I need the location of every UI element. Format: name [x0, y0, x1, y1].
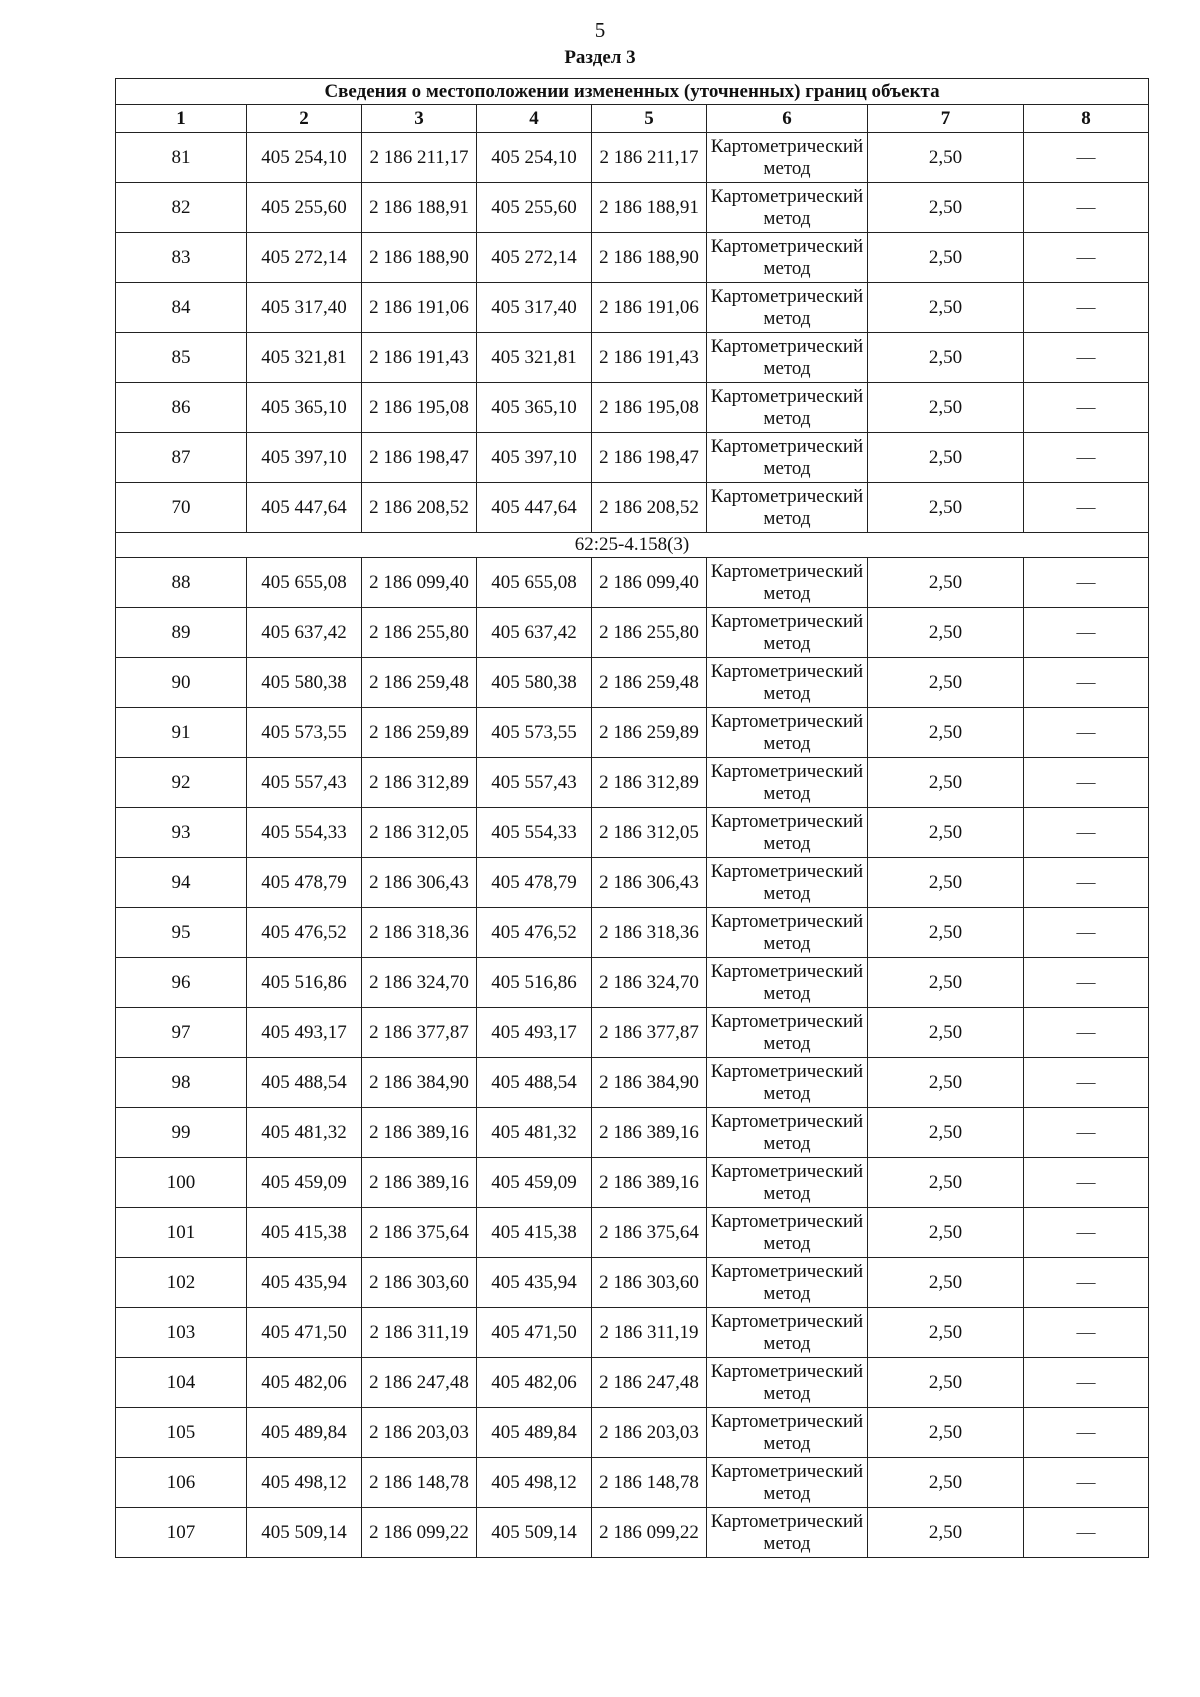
method-cell: Картометрический метод	[707, 483, 868, 533]
point-number-cell: 103	[116, 1308, 247, 1358]
point-number-cell: 86	[116, 383, 247, 433]
table-row	[116, 433, 1149, 483]
description-cell: —	[1024, 1158, 1149, 1208]
point-number-cell: 105	[116, 1408, 247, 1458]
y-new-cell: 2 186 247,48	[592, 1358, 707, 1408]
y-new-cell: 2 186 312,05	[592, 808, 707, 858]
method-cell: Картометрический метод	[707, 958, 868, 1008]
x-existing-cell: 405 498,12	[247, 1458, 362, 1508]
y-existing-cell: 2 186 195,08	[362, 383, 477, 433]
method-cell: Картометрический метод	[707, 1208, 868, 1258]
x-existing-cell: 405 272,14	[247, 233, 362, 283]
y-existing-cell: 2 186 306,43	[362, 858, 477, 908]
x-existing-cell: 405 481,32	[247, 1108, 362, 1158]
point-number-cell: 100	[116, 1158, 247, 1208]
accuracy-cell: 2,50	[868, 1308, 1024, 1358]
x-existing-cell: 405 435,94	[247, 1258, 362, 1308]
table-body	[116, 133, 1149, 1558]
y-new-cell: 2 186 255,80	[592, 608, 707, 658]
description-cell: —	[1024, 483, 1149, 533]
accuracy-cell: 2,50	[868, 183, 1024, 233]
y-new-cell: 2 186 259,48	[592, 658, 707, 708]
point-number-cell: 96	[116, 958, 247, 1008]
y-new-cell: 2 186 375,64	[592, 1208, 707, 1258]
point-number-cell: 104	[116, 1358, 247, 1408]
y-existing-cell: 2 186 311,19	[362, 1308, 477, 1358]
accuracy-cell: 2,50	[868, 483, 1024, 533]
y-existing-cell: 2 186 312,89	[362, 758, 477, 808]
table-caption-row	[116, 79, 1149, 105]
description-cell: —	[1024, 133, 1149, 183]
y-new-cell: 2 186 188,90	[592, 233, 707, 283]
column-header: 2	[247, 105, 362, 133]
accuracy-cell: 2,50	[868, 558, 1024, 608]
x-new-cell: 405 493,17	[477, 1008, 592, 1058]
accuracy-cell: 2,50	[868, 1508, 1024, 1558]
method-cell: Картометрический метод	[707, 283, 868, 333]
column-header: 4	[477, 105, 592, 133]
table-row	[116, 758, 1149, 808]
y-existing-cell: 2 186 208,52	[362, 483, 477, 533]
column-header: 7	[868, 105, 1024, 133]
description-cell: —	[1024, 658, 1149, 708]
method-cell: Картометрический метод	[707, 1458, 868, 1508]
column-header: 5	[592, 105, 707, 133]
table-row	[116, 858, 1149, 908]
description-cell: —	[1024, 1308, 1149, 1358]
point-number-cell: 102	[116, 1258, 247, 1308]
table-row	[116, 708, 1149, 758]
x-existing-cell: 405 254,10	[247, 133, 362, 183]
point-number-cell: 94	[116, 858, 247, 908]
accuracy-cell: 2,50	[868, 1208, 1024, 1258]
table-row	[116, 1308, 1149, 1358]
y-new-cell: 2 186 191,06	[592, 283, 707, 333]
y-existing-cell: 2 186 188,91	[362, 183, 477, 233]
point-number-cell: 106	[116, 1458, 247, 1508]
x-new-cell: 405 255,60	[477, 183, 592, 233]
y-existing-cell: 2 186 148,78	[362, 1458, 477, 1508]
table-row	[116, 1258, 1149, 1308]
method-cell: Картометрический метод	[707, 1058, 868, 1108]
method-cell: Картометрический метод	[707, 1408, 868, 1458]
y-existing-cell: 2 186 203,03	[362, 1408, 477, 1458]
table-row	[116, 1208, 1149, 1258]
point-number-cell: 97	[116, 1008, 247, 1058]
x-new-cell: 405 459,09	[477, 1158, 592, 1208]
y-existing-cell: 2 186 303,60	[362, 1258, 477, 1308]
y-existing-cell: 2 186 247,48	[362, 1358, 477, 1408]
point-number-cell: 92	[116, 758, 247, 808]
description-cell: —	[1024, 958, 1149, 1008]
y-existing-cell: 2 186 191,06	[362, 283, 477, 333]
description-cell: —	[1024, 1458, 1149, 1508]
y-existing-cell: 2 186 375,64	[362, 1208, 477, 1258]
column-header: 6	[707, 105, 868, 133]
point-number-cell: 87	[116, 433, 247, 483]
description-cell: —	[1024, 1508, 1149, 1558]
method-cell: Картометрический метод	[707, 908, 868, 958]
method-cell: Картометрический метод	[707, 1008, 868, 1058]
x-existing-cell: 405 397,10	[247, 433, 362, 483]
x-new-cell: 405 580,38	[477, 658, 592, 708]
x-existing-cell: 405 509,14	[247, 1508, 362, 1558]
x-existing-cell: 405 580,38	[247, 658, 362, 708]
x-existing-cell: 405 478,79	[247, 858, 362, 908]
method-cell: Картометрический метод	[707, 1308, 868, 1358]
group-label: 62:25-4.158(3)	[116, 533, 1149, 558]
x-new-cell: 405 554,33	[477, 808, 592, 858]
x-new-cell: 405 655,08	[477, 558, 592, 608]
y-existing-cell: 2 186 377,87	[362, 1008, 477, 1058]
table-row	[116, 183, 1149, 233]
table-row	[116, 283, 1149, 333]
table-row	[116, 908, 1149, 958]
accuracy-cell: 2,50	[868, 383, 1024, 433]
table-row	[116, 808, 1149, 858]
x-new-cell: 405 482,06	[477, 1358, 592, 1408]
description-cell: —	[1024, 1408, 1149, 1458]
y-existing-cell: 2 186 211,17	[362, 133, 477, 183]
y-existing-cell: 2 186 191,43	[362, 333, 477, 383]
table-row	[116, 1008, 1149, 1058]
table-row	[116, 383, 1149, 433]
accuracy-cell: 2,50	[868, 858, 1024, 908]
point-number-cell: 98	[116, 1058, 247, 1108]
y-new-cell: 2 186 188,91	[592, 183, 707, 233]
y-existing-cell: 2 186 099,40	[362, 558, 477, 608]
boundary-coordinates-table	[115, 78, 1149, 1558]
method-cell: Картометрический метод	[707, 658, 868, 708]
y-new-cell: 2 186 211,17	[592, 133, 707, 183]
method-cell: Картометрический метод	[707, 1108, 868, 1158]
x-new-cell: 405 254,10	[477, 133, 592, 183]
description-cell: —	[1024, 183, 1149, 233]
table-row	[116, 1508, 1149, 1558]
accuracy-cell: 2,50	[868, 1008, 1024, 1058]
description-cell: —	[1024, 708, 1149, 758]
accuracy-cell: 2,50	[868, 333, 1024, 383]
x-new-cell: 405 397,10	[477, 433, 592, 483]
y-new-cell: 2 186 384,90	[592, 1058, 707, 1108]
point-number-cell: 84	[116, 283, 247, 333]
x-existing-cell: 405 488,54	[247, 1058, 362, 1108]
point-number-cell: 83	[116, 233, 247, 283]
x-new-cell: 405 435,94	[477, 1258, 592, 1308]
method-cell: Картометрический метод	[707, 1258, 868, 1308]
y-new-cell: 2 186 377,87	[592, 1008, 707, 1058]
x-existing-cell: 405 321,81	[247, 333, 362, 383]
x-existing-cell: 405 415,38	[247, 1208, 362, 1258]
x-existing-cell: 405 476,52	[247, 908, 362, 958]
description-cell: —	[1024, 283, 1149, 333]
y-new-cell: 2 186 324,70	[592, 958, 707, 1008]
y-existing-cell: 2 186 384,90	[362, 1058, 477, 1108]
method-cell: Картометрический метод	[707, 133, 868, 183]
x-new-cell: 405 317,40	[477, 283, 592, 333]
x-new-cell: 405 471,50	[477, 1308, 592, 1358]
y-existing-cell: 2 186 188,90	[362, 233, 477, 283]
x-new-cell: 405 516,86	[477, 958, 592, 1008]
table-row	[116, 1358, 1149, 1408]
description-cell: —	[1024, 233, 1149, 283]
method-cell: Картометрический метод	[707, 383, 868, 433]
description-cell: —	[1024, 758, 1149, 808]
x-existing-cell: 405 573,55	[247, 708, 362, 758]
x-existing-cell: 405 557,43	[247, 758, 362, 808]
x-existing-cell: 405 516,86	[247, 958, 362, 1008]
table-row	[116, 1058, 1149, 1108]
accuracy-cell: 2,50	[868, 708, 1024, 758]
page-number: 5	[594, 18, 606, 42]
x-new-cell: 405 498,12	[477, 1458, 592, 1508]
accuracy-cell: 2,50	[868, 1358, 1024, 1408]
table-row	[116, 1458, 1149, 1508]
description-cell: —	[1024, 1208, 1149, 1258]
x-existing-cell: 405 482,06	[247, 1358, 362, 1408]
x-new-cell: 405 557,43	[477, 758, 592, 808]
y-new-cell: 2 186 389,16	[592, 1108, 707, 1158]
y-new-cell: 2 186 303,60	[592, 1258, 707, 1308]
table-row	[116, 233, 1149, 283]
method-cell: Картометрический метод	[707, 1158, 868, 1208]
accuracy-cell: 2,50	[868, 283, 1024, 333]
y-new-cell: 2 186 191,43	[592, 333, 707, 383]
point-number-cell: 70	[116, 483, 247, 533]
point-number-cell: 82	[116, 183, 247, 233]
accuracy-cell: 2,50	[868, 608, 1024, 658]
table-row	[116, 133, 1149, 183]
x-existing-cell: 405 447,64	[247, 483, 362, 533]
x-existing-cell: 405 637,42	[247, 608, 362, 658]
description-cell: —	[1024, 1058, 1149, 1108]
method-cell: Картометрический метод	[707, 708, 868, 758]
y-new-cell: 2 186 318,36	[592, 908, 707, 958]
table-row	[116, 658, 1149, 708]
y-existing-cell: 2 186 312,05	[362, 808, 477, 858]
description-cell: —	[1024, 858, 1149, 908]
section-title: Раздел 3	[564, 47, 636, 68]
description-cell: —	[1024, 333, 1149, 383]
accuracy-cell: 2,50	[868, 1108, 1024, 1158]
method-cell: Картометрический метод	[707, 858, 868, 908]
description-cell: —	[1024, 1358, 1149, 1408]
x-new-cell: 405 447,64	[477, 483, 592, 533]
accuracy-cell: 2,50	[868, 908, 1024, 958]
point-number-cell: 89	[116, 608, 247, 658]
table-row	[116, 1108, 1149, 1158]
description-cell: —	[1024, 808, 1149, 858]
accuracy-cell: 2,50	[868, 1058, 1024, 1108]
column-header-row	[116, 105, 1149, 133]
x-new-cell: 405 481,32	[477, 1108, 592, 1158]
accuracy-cell: 2,50	[868, 1258, 1024, 1308]
description-cell: —	[1024, 433, 1149, 483]
method-cell: Картометрический метод	[707, 558, 868, 608]
x-new-cell: 405 272,14	[477, 233, 592, 283]
x-existing-cell: 405 655,08	[247, 558, 362, 608]
method-cell: Картометрический метод	[707, 1508, 868, 1558]
accuracy-cell: 2,50	[868, 808, 1024, 858]
y-existing-cell: 2 186 255,80	[362, 608, 477, 658]
point-number-cell: 90	[116, 658, 247, 708]
y-new-cell: 2 186 195,08	[592, 383, 707, 433]
x-new-cell: 405 509,14	[477, 1508, 592, 1558]
y-existing-cell: 2 186 259,89	[362, 708, 477, 758]
x-existing-cell: 405 317,40	[247, 283, 362, 333]
method-cell: Картометрический метод	[707, 808, 868, 858]
y-new-cell: 2 186 389,16	[592, 1158, 707, 1208]
y-existing-cell: 2 186 389,16	[362, 1108, 477, 1158]
column-header: 3	[362, 105, 477, 133]
table-row	[116, 1408, 1149, 1458]
x-new-cell: 405 573,55	[477, 708, 592, 758]
x-new-cell: 405 637,42	[477, 608, 592, 658]
method-cell: Картометрический метод	[707, 433, 868, 483]
table-row	[116, 483, 1149, 533]
y-new-cell: 2 186 311,19	[592, 1308, 707, 1358]
y-new-cell: 2 186 148,78	[592, 1458, 707, 1508]
y-existing-cell: 2 186 324,70	[362, 958, 477, 1008]
method-cell: Картометрический метод	[707, 608, 868, 658]
description-cell: —	[1024, 1108, 1149, 1158]
x-new-cell: 405 488,54	[477, 1058, 592, 1108]
x-existing-cell: 405 471,50	[247, 1308, 362, 1358]
y-new-cell: 2 186 099,22	[592, 1508, 707, 1558]
method-cell: Картометрический метод	[707, 183, 868, 233]
description-cell: —	[1024, 383, 1149, 433]
method-cell: Картометрический метод	[707, 1358, 868, 1408]
description-cell: —	[1024, 1008, 1149, 1058]
column-header: 1	[116, 105, 247, 133]
accuracy-cell: 2,50	[868, 133, 1024, 183]
point-number-cell: 93	[116, 808, 247, 858]
description-cell: —	[1024, 558, 1149, 608]
x-existing-cell: 405 493,17	[247, 1008, 362, 1058]
y-new-cell: 2 186 259,89	[592, 708, 707, 758]
y-existing-cell: 2 186 318,36	[362, 908, 477, 958]
table-row	[116, 608, 1149, 658]
table-row	[116, 958, 1149, 1008]
description-cell: —	[1024, 908, 1149, 958]
y-existing-cell: 2 186 389,16	[362, 1158, 477, 1208]
table-caption: Сведения о местоположении измененных (уточненных) границ объекта	[116, 79, 1149, 105]
x-existing-cell: 405 255,60	[247, 183, 362, 233]
point-number-cell: 91	[116, 708, 247, 758]
accuracy-cell: 2,50	[868, 758, 1024, 808]
accuracy-cell: 2,50	[868, 1158, 1024, 1208]
y-new-cell: 2 186 099,40	[592, 558, 707, 608]
x-new-cell: 405 415,38	[477, 1208, 592, 1258]
table-row	[116, 333, 1149, 383]
description-cell: —	[1024, 1258, 1149, 1308]
y-new-cell: 2 186 312,89	[592, 758, 707, 808]
group-header-row	[116, 533, 1149, 558]
point-number-cell: 101	[116, 1208, 247, 1258]
point-number-cell: 88	[116, 558, 247, 608]
accuracy-cell: 2,50	[868, 1458, 1024, 1508]
y-new-cell: 2 186 203,03	[592, 1408, 707, 1458]
x-new-cell: 405 489,84	[477, 1408, 592, 1458]
x-new-cell: 405 478,79	[477, 858, 592, 908]
x-existing-cell: 405 365,10	[247, 383, 362, 433]
accuracy-cell: 2,50	[868, 1408, 1024, 1458]
method-cell: Картометрический метод	[707, 333, 868, 383]
point-number-cell: 95	[116, 908, 247, 958]
point-number-cell: 85	[116, 333, 247, 383]
x-new-cell: 405 365,10	[477, 383, 592, 433]
y-new-cell: 2 186 208,52	[592, 483, 707, 533]
y-existing-cell: 2 186 259,48	[362, 658, 477, 708]
y-existing-cell: 2 186 099,22	[362, 1508, 477, 1558]
y-new-cell: 2 186 306,43	[592, 858, 707, 908]
x-new-cell: 405 321,81	[477, 333, 592, 383]
accuracy-cell: 2,50	[868, 958, 1024, 1008]
method-cell: Картометрический метод	[707, 758, 868, 808]
method-cell: Картометрический метод	[707, 233, 868, 283]
point-number-cell: 107	[116, 1508, 247, 1558]
column-header: 8	[1024, 105, 1149, 133]
description-cell: —	[1024, 608, 1149, 658]
table-row	[116, 1158, 1149, 1208]
accuracy-cell: 2,50	[868, 658, 1024, 708]
x-new-cell: 405 476,52	[477, 908, 592, 958]
y-new-cell: 2 186 198,47	[592, 433, 707, 483]
accuracy-cell: 2,50	[868, 233, 1024, 283]
x-existing-cell: 405 554,33	[247, 808, 362, 858]
x-existing-cell: 405 489,84	[247, 1408, 362, 1458]
y-existing-cell: 2 186 198,47	[362, 433, 477, 483]
table-row	[116, 558, 1149, 608]
x-existing-cell: 405 459,09	[247, 1158, 362, 1208]
accuracy-cell: 2,50	[868, 433, 1024, 483]
point-number-cell: 99	[116, 1108, 247, 1158]
point-number-cell: 81	[116, 133, 247, 183]
